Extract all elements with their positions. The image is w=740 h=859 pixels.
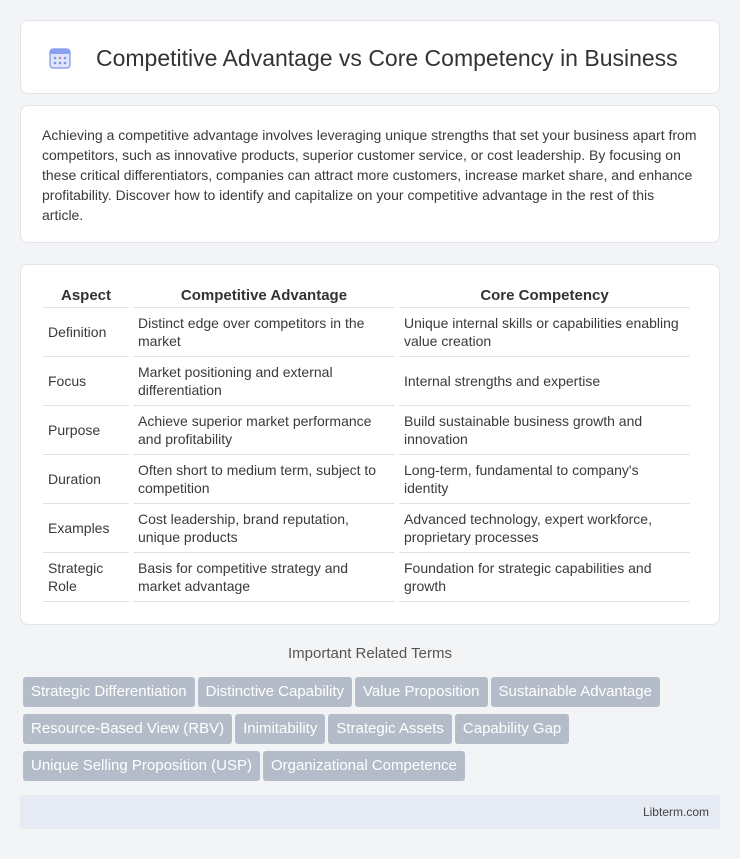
related-term-tag[interactable]: Unique Selling Proposition (USP) [23,751,260,781]
row-competitive-advantage: Cost leadership, brand reputation, unique products [133,504,395,553]
related-term-tag[interactable]: Organizational Competence [263,751,465,781]
row-competitive-advantage: Distinct edge over competitors in the market [133,308,395,357]
related-term-tag[interactable]: Strategic Differentiation [23,677,195,707]
footer-brand-link[interactable]: Libterm.com [642,805,709,819]
calendar-icon [48,46,72,70]
row-aspect: Duration [43,455,129,504]
table-row [43,455,690,504]
row-competitive-advantage: Often short to medium term, subject to competition [133,455,395,504]
row-aspect: Purpose [43,406,129,455]
row-core-competency: Build sustainable business growth and innovation [399,406,690,455]
table-row [43,553,690,602]
row-aspect: Definition [43,308,129,357]
related-term-tag[interactable]: Sustainable Advantage [491,677,660,707]
related-term-tag[interactable]: Inimitability [235,714,325,744]
page-title: Competitive Advantage vs Core Competency in Business [96,45,678,71]
row-aspect: Examples [43,504,129,553]
row-competitive-advantage: Market positioning and external differentiation [133,357,395,406]
header-aspect: Aspect [43,284,129,308]
related-term-tag[interactable]: Capability Gap [455,714,569,744]
table-row [43,357,690,406]
related-terms-list [23,677,723,788]
row-competitive-advantage: Basis for competitive strategy and market advantage [133,553,395,602]
related-term-tag[interactable]: Resource-Based View (RBV) [23,714,232,744]
row-core-competency: Internal strengths and expertise [399,357,690,406]
row-aspect: Focus [43,357,129,406]
header-competitive-advantage: Competitive Advantage [133,284,395,308]
table-header-row [43,284,690,308]
header-card [20,20,720,94]
intro-text: Achieving a competitive advantage involves leveraging unique strengths that set your business apart from competitors, such as innovative products, superior customer service, or cost leadership. By focusing on these critical differentiators, companies can attract more customers, increase market share, and enhance profitability. Discover how to identify and capitalize on your competitive advantage in the rest of this article. [42,127,697,223]
table-row [43,504,690,553]
related-term-tag[interactable]: Value Proposition [355,677,487,707]
related-term-tag[interactable]: Distinctive Capability [198,677,352,707]
header-core-competency: Core Competency [399,284,690,308]
row-aspect: Strategic Role [43,553,129,602]
table-row [43,308,690,357]
intro-card [20,105,720,243]
row-core-competency: Unique internal skills or capabilities enabling value creation [399,308,690,357]
footer [20,795,720,829]
related-terms-title: Important Related Terms [288,645,452,662]
comparison-table [39,284,694,602]
comparison-card [20,264,720,625]
related-term-tag[interactable]: Strategic Assets [328,714,452,744]
row-core-competency: Foundation for strategic capabilities and growth [399,553,690,602]
row-core-competency: Long-term, fundamental to company's identity [399,455,690,504]
row-core-competency: Advanced technology, expert workforce, proprietary processes [399,504,690,553]
table-row [43,406,690,455]
row-competitive-advantage: Achieve superior market performance and profitability [133,406,395,455]
